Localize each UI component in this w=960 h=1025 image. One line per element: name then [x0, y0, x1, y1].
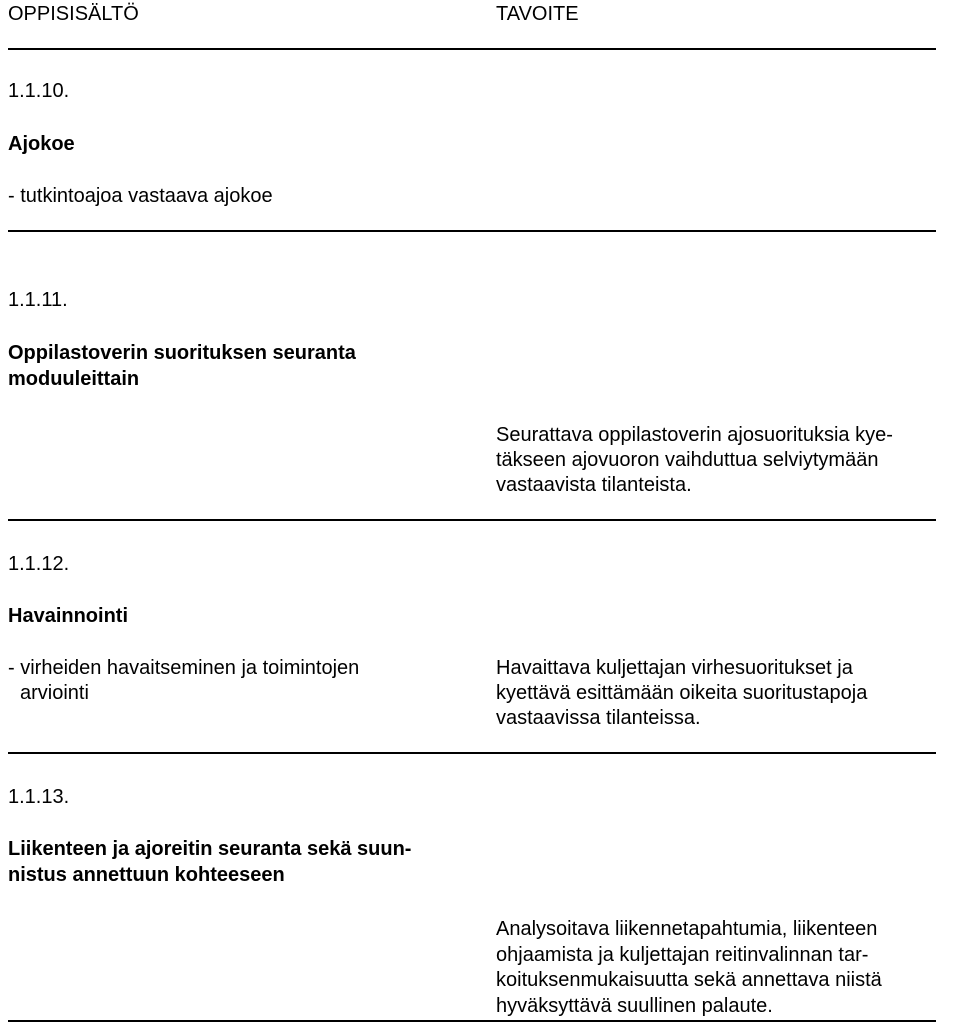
- goal-text-line: vastaavista tilanteista.: [496, 474, 692, 496]
- goal-text-line: hyväksyttävä suullinen palaute.: [496, 995, 773, 1017]
- section-title: Havainnointi: [8, 605, 129, 627]
- goal-text-line: täkseen ajovuoron vaihduttua selviytymään: [496, 449, 879, 471]
- content-item: - virheiden havaitseminen ja toimintojen: [8, 657, 360, 679]
- goal-text-line: ohjaamista ja kuljettajan reitinvalinnan tar-: [496, 944, 869, 966]
- column-header-content: OPPISISÄLTÖ: [8, 3, 139, 25]
- section-number: 1.1.11.: [8, 289, 68, 311]
- section-title: Ajokoe: [8, 133, 75, 155]
- divider: [8, 1020, 936, 1022]
- goal-text-line: koituksenmukaisuutta sekä annettava niistä: [496, 969, 882, 991]
- goal-text-line: Seurattava oppilastoverin ajosuorituksia kye-: [496, 424, 893, 446]
- section-title-line: Oppilastoverin suorituksen seuranta: [8, 342, 356, 364]
- section-title-line: Liikenteen ja ajoreitin seuranta sekä suun-: [8, 838, 412, 860]
- goal-text-line: Havaittava kuljettajan virhesuoritukset ja: [496, 657, 853, 679]
- section-number: 1.1.10.: [8, 80, 70, 102]
- content-item: - tutkintoajoa vastaava ajokoe: [8, 185, 273, 207]
- goal-text-line: Analysoitava liikennetapahtumia, liikenteen: [496, 918, 878, 940]
- divider: [8, 752, 936, 754]
- goal-text-line: vastaavissa tilanteissa.: [496, 707, 701, 729]
- section-number: 1.1.12.: [8, 553, 70, 575]
- content-item-continuation: arviointi: [20, 682, 89, 704]
- column-header-goal: TAVOITE: [496, 3, 579, 25]
- section-title-line: moduuleittain: [8, 368, 140, 390]
- section-title-line: nistus annettuun kohteeseen: [8, 864, 285, 886]
- section-number: 1.1.13.: [8, 786, 70, 808]
- goal-text-line: kyettävä esittämään oikeita suoritustapoja: [496, 682, 868, 704]
- divider: [8, 230, 936, 232]
- divider: [8, 48, 936, 50]
- divider: [8, 519, 936, 521]
